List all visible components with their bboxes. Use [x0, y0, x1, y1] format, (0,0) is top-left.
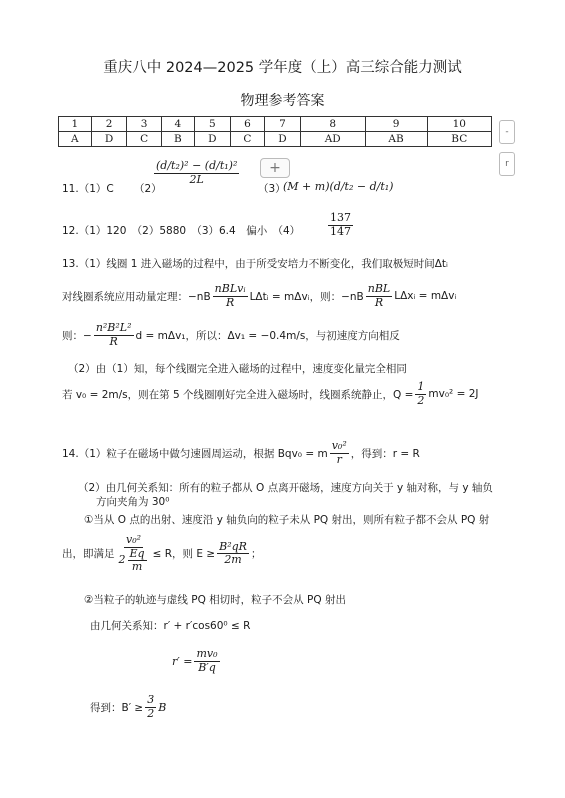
add-button[interactable]: + [260, 158, 290, 178]
table-cell-answer: AB [365, 132, 427, 147]
table-cell-answer: C [230, 132, 264, 147]
table-cell-answer: A [59, 132, 92, 147]
q13-line2-text-b: LΔtᵢ = mΔvᵢ，则：−nB [249, 290, 364, 303]
q13-line3-text-b: d = mΔv₁，所以：Δv₁ = −0.4m/s，与初速度方向相反 [135, 329, 400, 342]
table-cell-number: 9 [365, 117, 427, 132]
answer-table [58, 116, 492, 147]
q14-line6: ②当粒子的轨迹与虚线 PQ 相切时，粒子不会从 PQ 射出 [84, 594, 346, 606]
q14-line1-den: r [336, 452, 342, 466]
page-subtitle: 物理参考答案 [240, 93, 325, 109]
q14-line5-text-c: ； [250, 548, 262, 561]
q14-line5-text-b: ≤ R，则 E ≥ [152, 548, 216, 561]
table-cell-answer: D [265, 132, 301, 147]
q13-line3-den: R [109, 334, 118, 348]
q13-line5-text-a: 若 v₀ = 2m/s，则在第 5 个线圈刚好完全进入磁场时，线圈系统静止，Q = [62, 388, 414, 401]
q14-line5-num: v₀² [126, 533, 142, 546]
table-cell-number: 5 [194, 117, 230, 132]
q13-line4: （2）由（1）知，每个线圈完全进入磁场的过程中，速度变化量完全相同 [68, 363, 407, 375]
table-cell-number: 6 [230, 117, 264, 132]
q13-line5-text-b: mv₀² = 2J [428, 388, 479, 401]
q13-line2-den1: R [225, 295, 235, 309]
q14-line5-den-coef: 2 [118, 553, 126, 567]
table-cell-answer: D [91, 132, 127, 147]
q14-line7: 由几何关系知：r′ + r′cos60⁰ ≤ R [90, 620, 251, 632]
q14-line9-text-b: B [158, 700, 167, 714]
q14-line1-text-a: 14.（1）粒子在磁场中做匀速圆周运动，根据 Bqv₀ = m [62, 447, 328, 460]
q14-line9-text-a: 得到：B′ ≥ [90, 701, 144, 714]
q11-part1: 11.（1）C [62, 183, 114, 195]
table-cell-answer: BC [427, 132, 491, 147]
q14-line5-den2: 2m [224, 553, 242, 567]
table-cell-number: 1 [59, 117, 92, 132]
table-row-numbers [59, 117, 492, 132]
q13-line5 [62, 381, 479, 407]
q12-answers: 12.（1）120 （2）5880 （3）6.4 偏小 （4） [62, 225, 301, 237]
side-tool-button[interactable]: r [499, 152, 515, 176]
q14-line8-den: B′q [198, 660, 216, 674]
q13-line5-num: 1 [417, 380, 425, 393]
table-cell-answer: B [161, 132, 194, 147]
q14-line5-num2: B²qR [219, 539, 247, 553]
q14-line5 [62, 534, 261, 574]
q14-line9-den: 2 [147, 706, 155, 720]
q11-part2-numerator: (d/t₂)² − (d/t₁)² [156, 159, 238, 172]
q13-line3 [62, 322, 400, 348]
q13-line2-text-c: LΔxᵢ = mΔvᵢ [394, 290, 457, 303]
page-title: 重庆八中 2024—2025 学年度（上）高三综合能力测试 [103, 60, 462, 76]
q11-part3-formula: (M + m)(d/t₂ − d/t₁) [283, 180, 394, 193]
table-cell-number: 8 [300, 117, 365, 132]
q13-line2 [62, 283, 456, 309]
q13-line2-num2: nBL [367, 282, 391, 295]
q14-line5-text-a: 出，即满足 [62, 548, 115, 561]
q13-line2-den2: R [374, 295, 384, 309]
table-cell-number: 3 [127, 117, 161, 132]
q14-line5-den-den: m [131, 560, 143, 574]
q14-line8-text-a: r′ = [172, 654, 193, 668]
q11-part3-label: （3） [258, 183, 286, 195]
side-collapse-button[interactable]: - [499, 120, 515, 144]
q14-line9-num: 3 [147, 693, 155, 706]
table-cell-answer: D [194, 132, 230, 147]
q14-line1-num: v₀² [331, 439, 347, 452]
q13-line3-text-a: 则：− [62, 329, 92, 342]
q13-line2-num1: nBLvᵢ [214, 282, 246, 295]
q14-line4: ①当从 O 点的出射、速度沿 y 轴负向的粒子未从 PQ 射出，则所有粒子都不会从 PQ 射 [84, 514, 490, 526]
q14-line3: 方向夹角为 30⁰ [96, 496, 170, 508]
table-cell-number: 10 [427, 117, 491, 132]
q14-line1-text-b: ，得到：r = R [350, 447, 420, 460]
q11-part2-formula [152, 160, 241, 186]
q12-part4-fraction [326, 212, 355, 238]
table-row-answers [59, 132, 492, 147]
q11-part2-label: （2） [134, 183, 162, 195]
q14-line5-den-num: Eq [129, 546, 145, 560]
table-cell-number: 2 [91, 117, 127, 132]
q13-line1: 13.（1）线圈 1 进入磁场的过程中，由于所受安培力不断变化，我们取极短时间Δtᵢ [62, 258, 448, 270]
q14-line1 [62, 440, 420, 466]
table-cell-number: 7 [265, 117, 301, 132]
q13-line5-den: 2 [417, 393, 425, 407]
table-cell-number: 4 [161, 117, 194, 132]
q14-line8 [172, 648, 222, 674]
q11-part2-denominator: 2L [189, 172, 204, 186]
q14-line8-num: mv₀ [196, 647, 218, 660]
q12-fraction-denominator: 147 [330, 224, 351, 238]
q12-fraction-numerator: 137 [330, 211, 351, 224]
q14-line2: （2）由几何关系知：所有的粒子都从 O 点离开磁场，速度方向关于 y 轴对称，与 y 轴负 [78, 482, 493, 494]
q14-line9 [90, 694, 166, 720]
q13-line2-text-a: 对线圈系统应用动量定理：−nB [62, 290, 211, 303]
table-cell-answer: C [127, 132, 161, 147]
table-cell-answer: AD [300, 132, 365, 147]
q13-line3-num: n²B²L² [95, 321, 132, 334]
